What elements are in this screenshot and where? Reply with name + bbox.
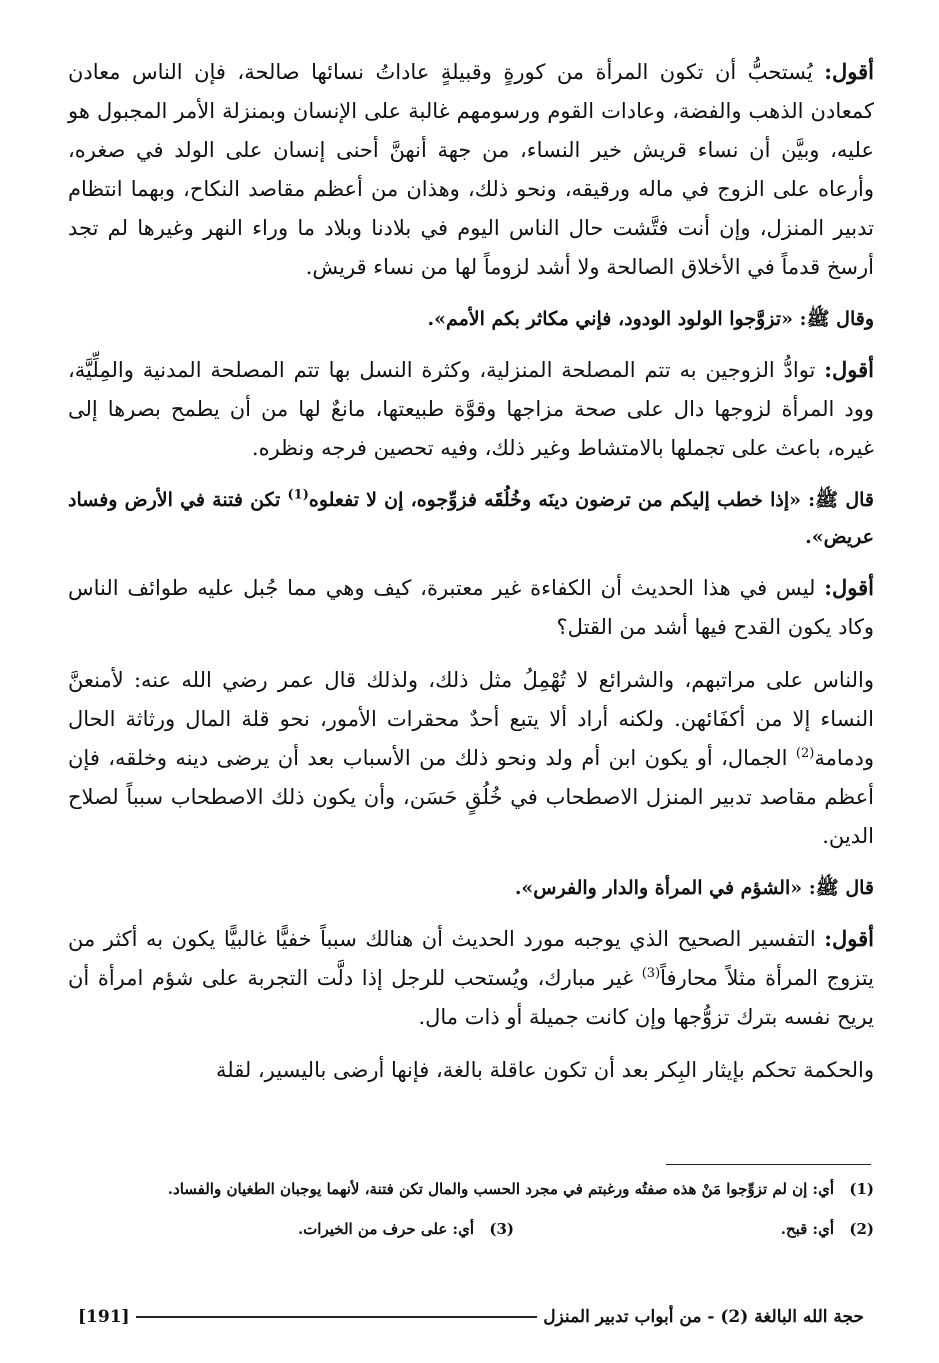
paragraph-5 — [68, 919, 874, 1037]
paragraph-text: ليس في هذا الحديث أن الكفاءة غير معتبرة، كيف وهي مما جُبل عليه طوائف الناس وكاد يكون القدح فيها أشد من القتل؟ — [68, 576, 874, 639]
footnote-number: (2) — [849, 1220, 874, 1238]
footnotes — [68, 1176, 874, 1242]
footnote-ref-1[interactable]: (1) — [287, 487, 309, 503]
paragraph-4 — [68, 661, 874, 856]
hadith-quote-3: قال ﷺ: «الشؤم في المرأة والدار والفرس». — [514, 877, 874, 899]
main-text — [68, 52, 874, 1104]
paragraph-6: والحكمة تحكم بإيثار البِكر بعد أن تكون عاقلة بالغة، فإنها أرضى باليسير، لقلة — [216, 1058, 874, 1082]
footer-rule — [136, 1316, 538, 1318]
paragraph-lead: أقول: — [824, 926, 874, 951]
footnote-separator — [666, 1164, 871, 1165]
footnote-1 — [68, 1176, 874, 1202]
quote-text: تكن فتنة في الأرض وفساد عريض». — [68, 489, 874, 548]
paragraph-lead: أقول: — [824, 357, 874, 382]
paragraph-text: الجمال، أو يكون ابن أم ولد ونحو ذلك من الأسباب بعد أن يرضى دينه وخلقه، فإن أعظم مقاصد تدبير المنزل الاصطحاب في خُلُقٍ حَسَن، وأن يكون ذلك الاصطحاب سبباً لصلاح الدين. — [68, 746, 874, 848]
footnote-number: (1) — [849, 1180, 874, 1198]
paragraph-3 — [68, 568, 874, 647]
paragraph-lead: أقول: — [824, 575, 874, 600]
footnote-2 — [514, 1216, 874, 1242]
paragraph-lead: أقول: — [824, 59, 874, 84]
running-title: حجة الله البالغة (2) - من أبواب تدبير المنزل — [543, 1307, 864, 1327]
paragraph-1 — [68, 52, 874, 287]
footnote-ref-3[interactable]: (3) — [641, 966, 661, 981]
paragraph-2 — [68, 350, 874, 468]
footnote-text: أي: على حرف من الخيرات. — [297, 1220, 474, 1238]
page-footer — [68, 1302, 874, 1332]
footnote-number: (3) — [489, 1220, 514, 1238]
footnote-row — [68, 1216, 874, 1242]
footnote-text: أي: إن لم تزوِّجوا مَنْ هذه صفتُه ورغبتم في مجرد الحسب والمال تكن فتنة، لأنهما يوجبان الطغيان والفساد. — [167, 1180, 834, 1198]
page-number: [191] — [78, 1307, 130, 1327]
footnote-text: أي: قبح. — [780, 1220, 834, 1238]
paragraph-text: يُستحبُّ أن تكون المرأة من كورةٍ وقبيلةٍ عاداتُ نسائها صالحة، فإن الناس معادن كمعادن الذهب والفضة، وعادات القوم ورسومهم غالبة على الإنسان وبمنزلة الأمر المجبول هو عليه، وبيَّن أن نساء قريش خير النساء، من جهة أنهنَّ أحنى إنسان على الولد في صغره، وأرعاه على الزوج في ماله ورقيقه، ونحو ذلك، وهذان من أعظم مقاصد النكاح، وبهما انتظام تدبير المنزل، وإن أنت فتَّشت حال الناس اليوم في بلادنا وبلاد ما وراء النهر وغيرها لم تجد أرسخ قدماً في الأخلاق الصالحة ولا أشد لزوماً لها من نساء قريش. — [68, 60, 874, 279]
paragraph-text: غير مبارك، ويُستحب للرجل إذا دلَّت التجربة على شؤم امرأة أن يريح نفسه بترك تزوُّجها وإن كانت جميلة أو ذات مال. — [68, 966, 874, 1029]
quote-text: قال ﷺ: «إذا خطب إليكم من ترضون دينَه وخُلُقَه فزوِّجوه، إن لا تفعلوه — [308, 489, 874, 511]
paragraph-text: التفسير الصحيح الذي يوجبه مورد الحديث أن هنالك سبباً خفيًّا غالبيًّا يكون به أكثر من يتزوج المرأة مثلاً محارفاً — [68, 927, 874, 990]
footnote-3 — [298, 1216, 514, 1242]
footnote-ref-2[interactable]: (2) — [795, 746, 815, 761]
paragraph-text: توادُّ الزوجين به تتم المصلحة المنزلية، وكثرة النسل بها تتم المصلحة المدنية والمِلِّيَّة، وود المرأة لزوجها دال على صحة مزاجها وقوَّة طبيعتها، مانعٌ لها من أن يطمح بصرها إلى غيره، باعث على تجملها بالامتشاط وغير ذلك، وفيه تحصين فرجه ونظره. — [68, 358, 874, 460]
hadith-quote-1: وقال ﷺ: «تزوَّجوا الولود الودود، فإني مكاثر بكم الأمم». — [427, 308, 874, 330]
hadith-quote-2 — [68, 482, 874, 556]
paragraph-text: والناس على مراتبهم، والشرائع لا تُهْمِلُ مثل ذلك، ولذلك قال عمر رضي الله عنه: لأمنعنَّ النساء إلا من أكفَائهن. ولكنه أراد ألا يتبع أحدٌ محقرات الأمور، نحو قلة المال ورثاثة الحال ودمامة — [68, 668, 874, 770]
